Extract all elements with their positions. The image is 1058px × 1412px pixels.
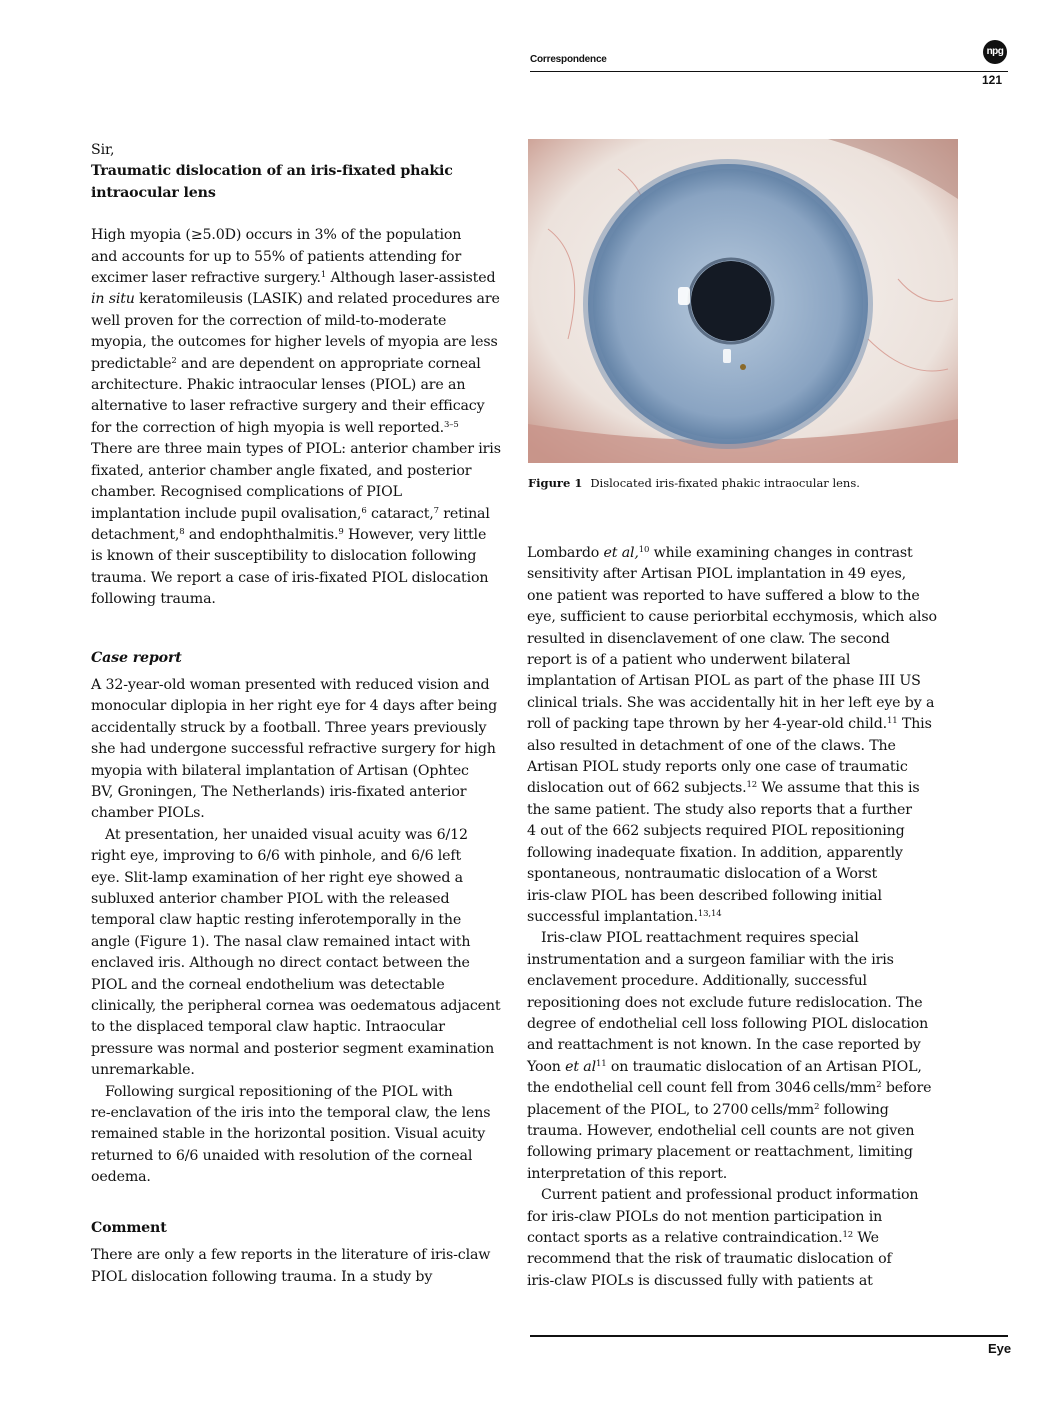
text-line: trauma. However, endothelial cell counts are not given xyxy=(527,1122,915,1139)
left-column xyxy=(91,140,501,1288)
article-title-line: intraocular lens xyxy=(91,184,216,201)
citation: 7 xyxy=(433,505,439,516)
citation: 12 xyxy=(746,780,758,791)
text-line: roll of packing tape thrown by her 4-year-old child.$^{11}$ This xyxy=(527,716,932,733)
text-line: Following surgical repositioning of the PIOL with xyxy=(105,1083,453,1100)
text-line: successful implantation.$^{13,14}$ xyxy=(527,908,722,925)
text-line: myopia, the outcomes for higher levels of myopia are less xyxy=(91,334,498,351)
text-line: in situ keratomileusis (LASIK) and related procedures are xyxy=(91,291,500,308)
text-line: There are three main types of PIOL: anterior chamber iris xyxy=(91,441,501,458)
figure-1-eye-photo xyxy=(528,139,958,463)
text-line: oedema. xyxy=(91,1169,151,1186)
text-line: enclavement procedure. Additionally, successful xyxy=(527,973,867,990)
text-line: following trauma. xyxy=(91,591,216,608)
text-line: also resulted in detachment of one of the claws. The xyxy=(527,737,896,754)
citation: 11 xyxy=(595,1058,607,1069)
citation: 3–5 xyxy=(444,419,459,430)
citation: 10 xyxy=(638,545,650,555)
text-line: eye. Slit-lamp examination of her right eye showed a xyxy=(91,869,463,886)
right-column xyxy=(527,543,945,1292)
text-line: angle (Figure 1). The nasal claw remained intact with xyxy=(91,933,471,950)
footer-rule xyxy=(530,1335,1008,1337)
npg-logo-icon: npg xyxy=(983,40,1007,64)
article-title-line: Traumatic dislocation of an iris-fixated phakic xyxy=(91,163,453,180)
text-line: Lombardo et al,$^{10}$ while examining changes in contrast xyxy=(527,545,913,561)
text-line: she had undergone successful refractive surgery for high xyxy=(91,741,496,758)
text-line: At presentation, her unaided visual acuity was 6/12 xyxy=(105,826,468,843)
text-line: remained stable in the horizontal position. Visual acuity xyxy=(91,1126,486,1143)
text-line: chamber. Recognised complications of PIOL xyxy=(91,484,402,501)
text-line: Yoon et $al^{11}$ on traumatic dislocation of an Artisan PIOL, xyxy=(527,1058,922,1075)
text-line: monocular diplopia in her right eye for 4 days after being xyxy=(91,698,498,715)
journal-name: Eye xyxy=(988,1341,1012,1356)
text-line: myopia with bilateral implantation of Artisan (Ophtec xyxy=(91,762,469,779)
figure-caption-text: Dislocated iris-fixated phakic intraocular lens. xyxy=(590,476,860,490)
text-line: for the correction of high myopia is well reported.$^{3-5}$ xyxy=(91,419,459,436)
text-line: iris-claw PIOLs is discussed fully with patients at xyxy=(527,1272,873,1289)
text-line: following inadequate fixation. In addition, apparently xyxy=(527,844,903,861)
text-line: implantation include pupil ovalisation,$^6$ cataract,$^7$ retinal xyxy=(91,505,490,522)
text-line: enclaved iris. Although no direct contact between the xyxy=(91,955,470,972)
text-line: spontaneous, nontraumatic dislocation of a Worst xyxy=(527,866,878,883)
text-line: subluxed anterior chamber PIOL with the released xyxy=(91,891,450,907)
section-heading-comment: Comment xyxy=(91,1219,167,1236)
text-line: detachment,$^8$ and endophthalmitis.$^9$ However, very little xyxy=(91,526,487,543)
text-line: clinically, the peripheral cornea was oedematous adjacent xyxy=(91,998,501,1015)
text-line: returned to 6/6 unaided with resolution of the corneal xyxy=(91,1147,473,1164)
text-line: PIOL and the corneal endothelium was detectable xyxy=(91,976,445,993)
citation: 12 xyxy=(842,1230,853,1240)
text-line: High myopia (≥5.0D) occurs in 3% of the population xyxy=(91,227,462,244)
running-header-section: Correspondence xyxy=(530,54,607,65)
text-line: placement of the PIOL, to 2700 cells/$mm^2$ following xyxy=(527,1101,889,1118)
text-line: the same patient. The study also reports that a further xyxy=(527,801,912,818)
text-line: Current patient and professional product information xyxy=(541,1187,919,1204)
text-line: unremarkable. xyxy=(91,1062,195,1079)
text-line: is known of their susceptibility to dislocation following xyxy=(91,548,477,565)
salutation: Sir, xyxy=(91,142,115,158)
citation: 13,14 xyxy=(697,908,722,919)
page-number: 121 xyxy=(982,73,1003,87)
text-line: accidentally struck by a football. Three years previously xyxy=(91,719,487,736)
text-line: trauma. We report a case of iris-fixated PIOL dislocation xyxy=(91,569,489,586)
text-line: and accounts for up to 55% of patients attending for xyxy=(91,248,462,265)
text-line: 4 out of the 662 subjects required PIOL repositioning xyxy=(527,823,905,840)
citation: 1 xyxy=(320,270,327,281)
figure-label: Figure 1 xyxy=(528,476,583,490)
citation: 2 xyxy=(171,355,177,366)
text-line: dislocation out of 662 subjects.$^{12}$ We assume that this is xyxy=(527,780,920,797)
text-line: BV, Groningen, The Netherlands) iris-fixated anterior xyxy=(91,783,467,800)
text-line: architecture. Phakic intraocular lenses (PIOL) are an xyxy=(91,377,466,394)
text-line: re-enclavation of the iris into the temporal claw, the lens xyxy=(91,1105,491,1122)
text-line: repositioning does not exclude future redislocation. The xyxy=(527,994,923,1011)
text-line: PIOL dislocation following trauma. In a study by xyxy=(91,1268,433,1285)
text-line: and reattachment is not known. In the case reported by xyxy=(527,1037,921,1054)
text-line: well proven for the correction of mild-to-moderate xyxy=(91,312,447,329)
text-line: iris-claw PIOL has been described following initial xyxy=(527,887,882,904)
text-line: A 32-year-old woman presented with reduced vision and xyxy=(91,676,490,693)
header-rule xyxy=(530,71,1008,72)
text-line: implantation of Artisan PIOL as part of the phase III US xyxy=(527,673,921,690)
text-line: report is of a patient who underwent bilateral xyxy=(527,652,851,669)
text-line: the endothelial cell count fell from 3046 cells/$mm^2$ before xyxy=(527,1080,932,1097)
citation: 9 xyxy=(338,526,344,537)
text-line: excimer laser refractive surgery.$^1$ Although laser-assisted xyxy=(91,270,496,287)
text-line: right eye, improving to 6/6 with pinhole, and 6/6 left xyxy=(91,848,462,865)
citation: 11 xyxy=(886,716,898,727)
text-line: to the displaced temporal claw haptic. Intraocular xyxy=(91,1019,445,1036)
figure-caption xyxy=(528,476,860,490)
text-line: predictable$^2$ and are dependent on appropriate corneal xyxy=(91,355,481,372)
eye-photo-icon xyxy=(528,139,958,463)
text-line: following primary placement or reattachment, limiting xyxy=(527,1144,913,1161)
text-line: Artisan PIOL study reports only one case of traumatic xyxy=(527,759,908,776)
intro-paragraph xyxy=(91,225,501,610)
text-line: degree of endothelial cell loss following PIOL dislocation xyxy=(527,1015,929,1032)
text-line: contact sports as a relative contraindication.$^{12}$ We xyxy=(527,1230,879,1246)
text-line: one patient was reported to have suffered a blow to the xyxy=(527,587,920,604)
text-line: pressure was normal and posterior segment examination xyxy=(91,1040,495,1057)
text-line: chamber PIOLs. xyxy=(91,805,205,822)
text-line: alternative to laser refractive surgery and their efficacy xyxy=(91,398,485,415)
text-line: clinical trials. She was accidentally hit in her left eye by a xyxy=(527,694,935,711)
text-line: There are only a few reports in the literature of iris-claw xyxy=(91,1247,491,1264)
citation: 6 xyxy=(361,505,367,516)
text-line: instrumentation and a surgeon familiar with the iris xyxy=(527,951,894,968)
text-line: for iris-claw PIOLs do not mention participation in xyxy=(527,1208,883,1225)
text-line: fixated, anterior chamber angle fixated, and posterior xyxy=(91,462,472,479)
text-line: sensitivity after Artisan PIOL implantation in 49 eyes, xyxy=(527,566,907,583)
case-report-paragraphs xyxy=(91,675,501,1189)
text-line: recommend that the risk of traumatic dislocation of xyxy=(527,1251,892,1268)
text-line: Iris-claw PIOL reattachment requires special xyxy=(541,930,859,947)
citation: 8 xyxy=(179,526,185,537)
text-line: resulted in disenclavement of one claw. The second xyxy=(527,630,890,647)
text-line: interpretation of this report. xyxy=(527,1165,728,1182)
text-line: eye, sufficient to cause periorbital ecchymosis, which also xyxy=(527,609,937,626)
text-line: temporal claw haptic resting inferotemporally in the xyxy=(91,912,462,929)
section-heading-case-report: Case report xyxy=(91,649,182,666)
